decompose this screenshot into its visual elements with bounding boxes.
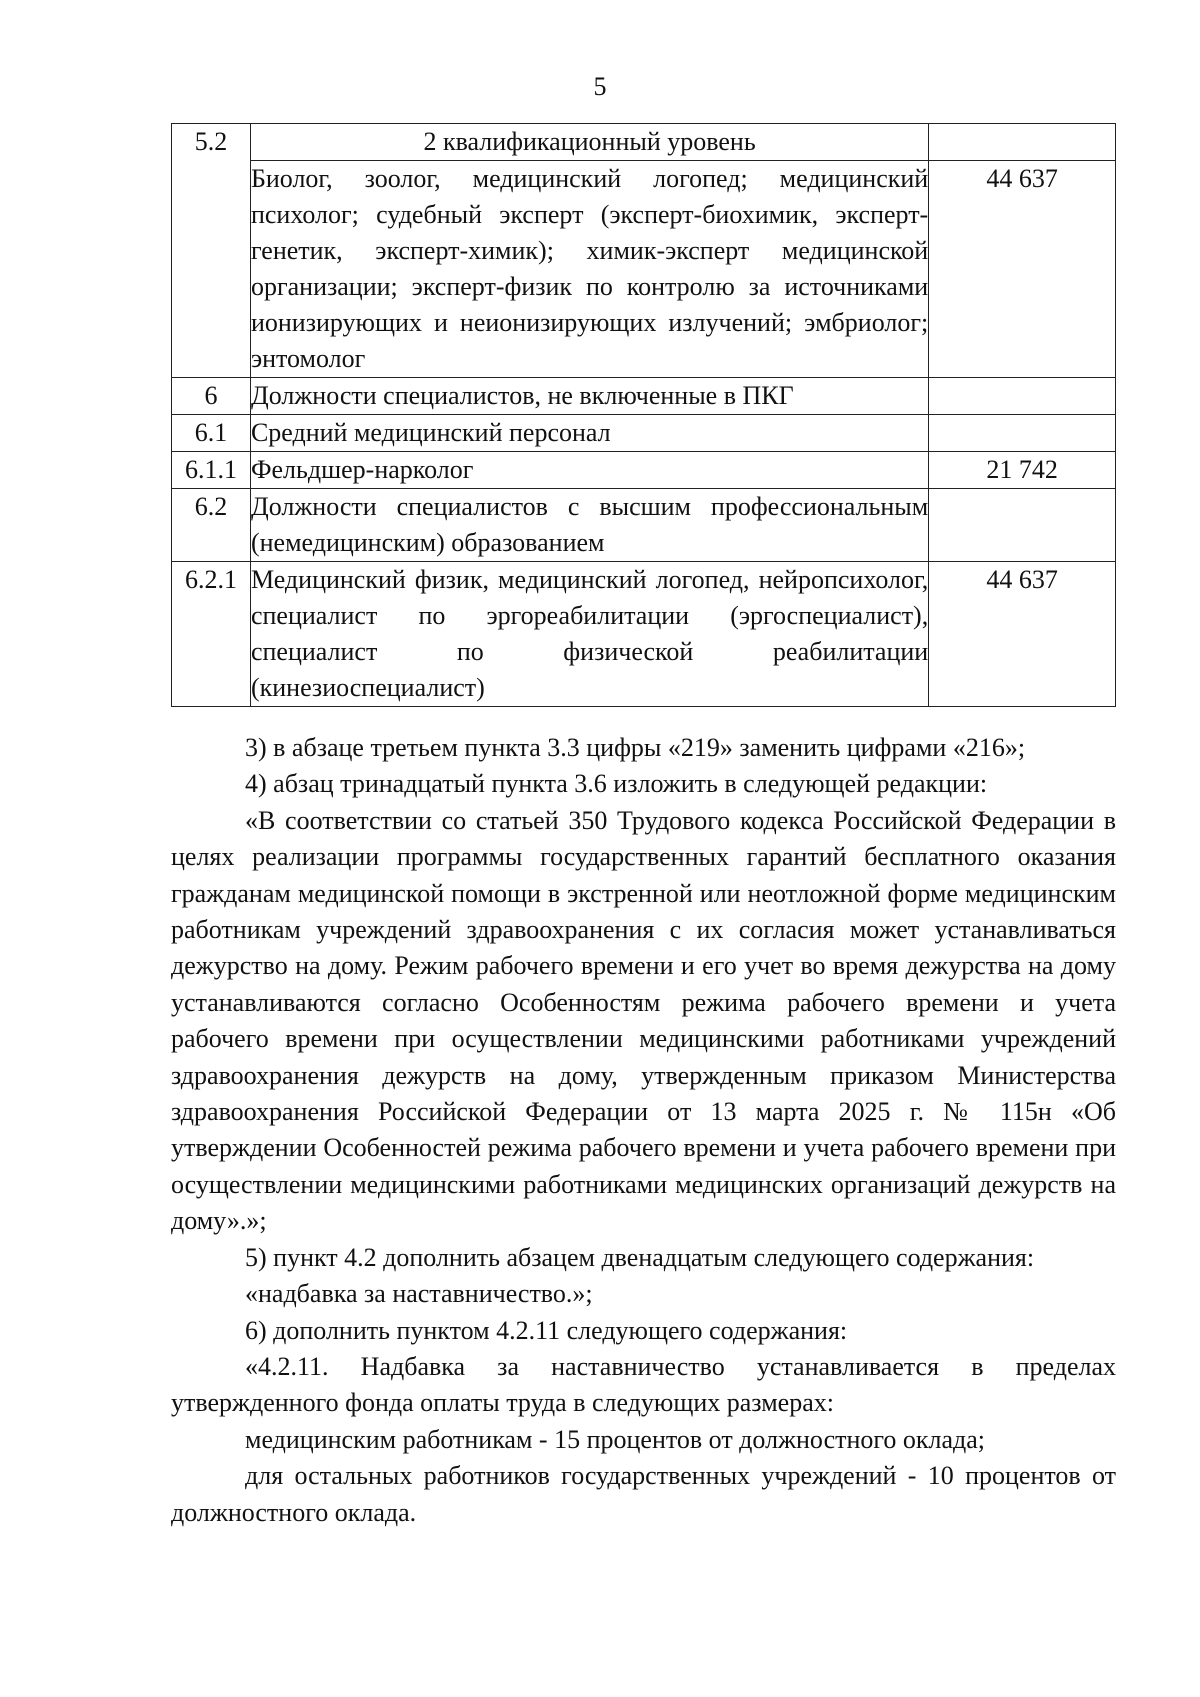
paragraph-item-4: 4) абзац тринадцатый пункта 3.6 изложить в следующей редакции: bbox=[245, 769, 988, 799]
level-title: 2 квалификационный уровень bbox=[423, 127, 756, 156]
table-row bbox=[172, 562, 1116, 707]
row-number: 6 bbox=[172, 378, 251, 415]
row-number: 6.1.1 bbox=[172, 452, 251, 489]
row-number: 6.1 bbox=[172, 415, 251, 452]
row-value bbox=[929, 415, 1116, 452]
paragraph-item-6: 6) дополнить пунктом 4.2.11 следующего содержания: bbox=[245, 1315, 848, 1345]
row-description: Должности специалистов, не включенные в ПКГ bbox=[250, 378, 928, 415]
paragraph-item-3: 3) в абзаце третьем пункта 3.3 цифры «219» заменить цифрами «216»; bbox=[245, 733, 1026, 762]
paragraph-quote-duty: «В соответствии со статьей 350 Трудового кодекса Российской Федерации в целях реализации программы государственных гарантий бесплатного оказания гражданам медицинской помощи в экстренной или неотложной форме медицинским работникам учреждений здравоохранения с их согласия может устанавливаться дежурство на дому. Режим рабочего времени и его учет во время дежурства на дому устанавливаются согласно Особенностям режима рабочего времени и учета рабочего времени при осуществлении медицинскими работниками учреждений здравоохранения дежурств на дому, утвержденным приказом Министерства здравоохранения Российской Федерации от 13 марта 2025 г. № 115н «Об утверждении Особенностей режима рабочего времени и учета рабочего времени при осуществлении медицинскими работниками медицинских организаций дежурств на дому».»; bbox=[171, 805, 1116, 1236]
row-value: 44 637 bbox=[929, 562, 1116, 707]
row-description: Должности специалистов с высшим профессиональным (немедицинским) образованием bbox=[250, 489, 928, 562]
row-value bbox=[929, 489, 1116, 562]
row-value: 21 742 bbox=[929, 452, 1116, 489]
paragraph-item-5: 5) пункт 4.2 дополнить абзацем двенадцатым следующего содержания: bbox=[245, 1242, 1035, 1272]
table-row bbox=[172, 452, 1116, 489]
document-body bbox=[171, 730, 1116, 1531]
paragraph-quote-mentoring: «надбавка за наставничество.»; bbox=[245, 1279, 593, 1309]
table-row bbox=[172, 415, 1116, 452]
row-value bbox=[929, 124, 1116, 161]
paragraph-medical-staff-rate: медицинским работникам - 15 процентов от должностного оклада; bbox=[245, 1424, 986, 1454]
table-row bbox=[172, 161, 1116, 378]
row-description: Фельдшер-нарколог bbox=[250, 452, 928, 489]
row-number: 6.2 bbox=[172, 489, 251, 562]
row-value bbox=[929, 378, 1116, 415]
row-number: 5.2 bbox=[172, 124, 251, 378]
row-description: Медицинский физик, медицинский логопед, нейропсихолог, специалист по эргореабилитации (эргоспециалист), специалист по физической реабилитации (кинезиоспециалист) bbox=[250, 562, 928, 707]
row-description: Биолог, зоолог, медицинский логопед; медицинский психолог; судебный эксперт (эксперт-биохимик, эксперт-генетик, эксперт-химик); химик-эксперт медицинской организации; эксперт-физик по контролю за источниками ионизирующих и неионизирующих излучений; эмбриолог; энтомолог bbox=[250, 161, 928, 378]
paragraph-4-2-11: «4.2.11. Надбавка за наставничество устанавливается в пределах утвержденного фонда оплаты труда в следующих размерах: bbox=[171, 1351, 1116, 1418]
row-description: Средний медицинский персонал bbox=[250, 415, 928, 452]
table-row bbox=[172, 378, 1116, 415]
row-description bbox=[250, 124, 928, 161]
table-row bbox=[172, 124, 1116, 161]
row-value: 44 637 bbox=[929, 161, 1116, 378]
table-row bbox=[172, 489, 1116, 562]
positions-table bbox=[171, 123, 1116, 707]
paragraph-other-staff-rate: для остальных работников государственных учреждений - 10 процентов от должностного оклада. bbox=[171, 1461, 1116, 1527]
page-number: 5 bbox=[593, 72, 607, 101]
row-number: 6.2.1 bbox=[172, 562, 251, 707]
